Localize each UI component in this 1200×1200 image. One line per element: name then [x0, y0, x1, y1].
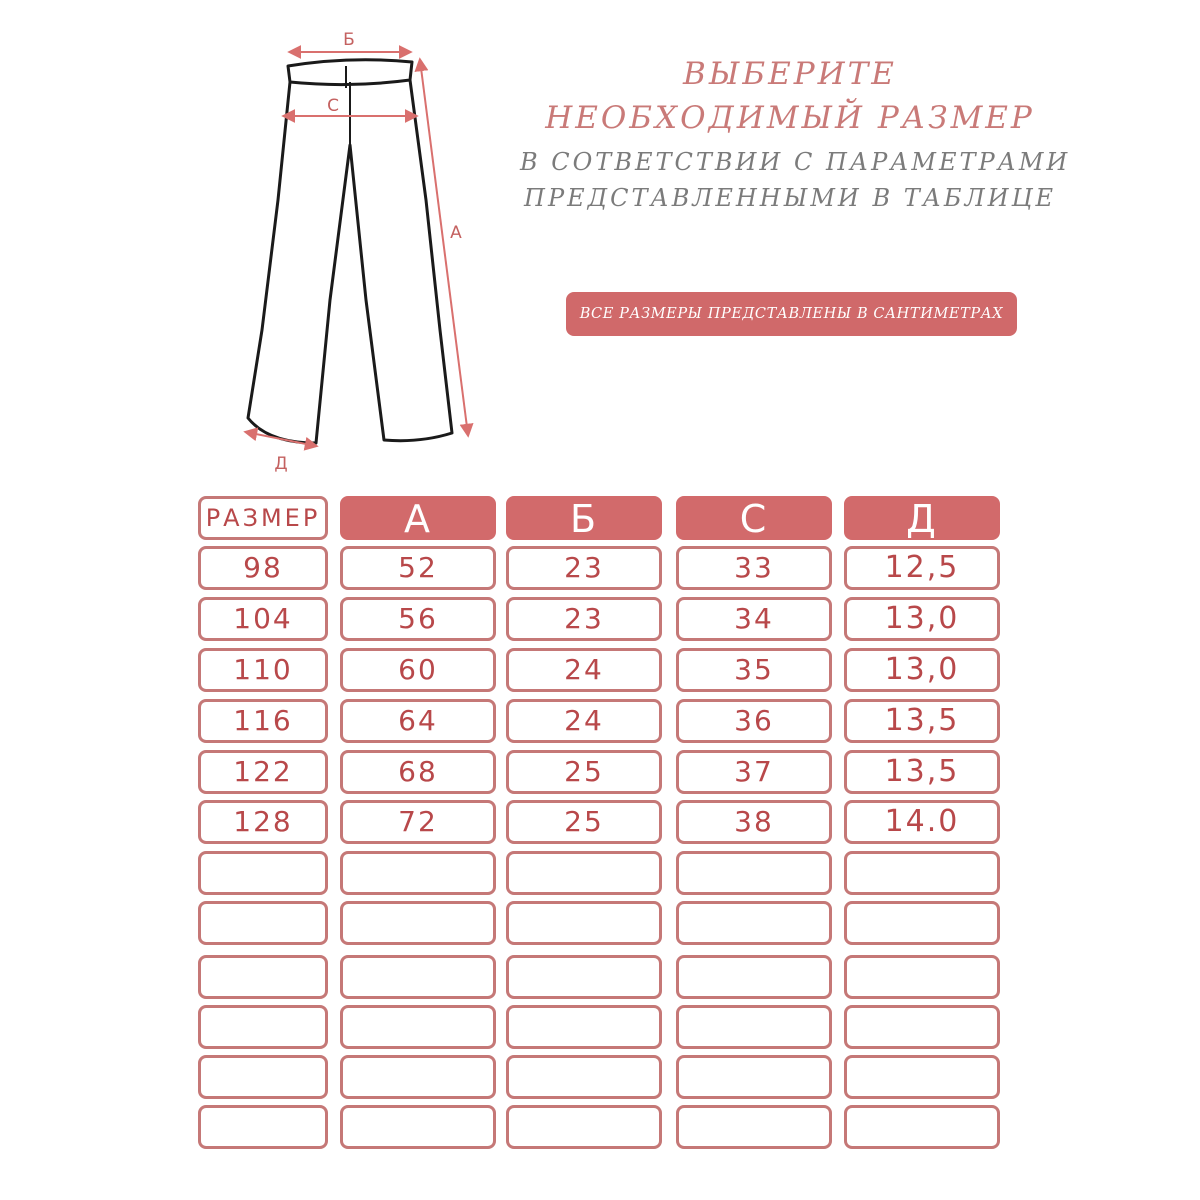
table-cell-size [198, 851, 328, 895]
column-header-c: С [676, 496, 832, 540]
table-cell-b: 25 [506, 750, 662, 794]
table-cell-b [506, 1055, 662, 1099]
column-header-b: Б [506, 496, 662, 540]
table-cell-size [198, 901, 328, 945]
table-cell-d: 13,5 [844, 699, 1000, 743]
table-cell-a [340, 955, 496, 999]
measure-c-label: С [327, 96, 339, 116]
table-cell-size: 122 [198, 750, 328, 794]
table-cell-b: 24 [506, 699, 662, 743]
heading-line-2: НЕОБХОДИМЫЙ РАЗМЕР [545, 100, 1035, 136]
table-cell-size: 104 [198, 597, 328, 641]
table-cell-b [506, 1005, 662, 1049]
table-cell-b: 23 [506, 597, 662, 641]
pants-outline [248, 60, 452, 443]
measure-lines [246, 52, 468, 446]
table-cell-d: 14.0 [844, 800, 1000, 844]
table-cell-a: 72 [340, 800, 496, 844]
table-cell-size: 128 [198, 800, 328, 844]
measure-b-label: Б [343, 30, 355, 50]
table-cell-d [844, 1105, 1000, 1149]
measure-a-label: А [450, 223, 462, 243]
table-cell-d [844, 901, 1000, 945]
table-cell-c: 36 [676, 699, 832, 743]
heading-line-1: ВЫБЕРИТЕ [683, 56, 897, 92]
table-cell-size [198, 1005, 328, 1049]
table-cell-a: 60 [340, 648, 496, 692]
table-cell-c [676, 851, 832, 895]
table-cell-b [506, 851, 662, 895]
table-cell-c [676, 955, 832, 999]
measure-d-line [246, 432, 316, 446]
table-cell-a [340, 1105, 496, 1149]
table-cell-b [506, 1105, 662, 1149]
size-header-cell: РАЗМЕР [198, 496, 328, 540]
table-cell-size: 110 [198, 648, 328, 692]
table-cell-d: 13,0 [844, 648, 1000, 692]
table-cell-a [340, 851, 496, 895]
table-cell-c [676, 901, 832, 945]
table-cell-b [506, 901, 662, 945]
table-cell-size [198, 1105, 328, 1149]
measure-d-label: Д [274, 454, 288, 474]
table-cell-d: 13,5 [844, 750, 1000, 794]
table-cell-a [340, 1055, 496, 1099]
table-cell-b: 23 [506, 546, 662, 590]
table-cell-c: 35 [676, 648, 832, 692]
heading-line-4: ПРЕДСТАВЛЕННЫМИ В ТАБЛИЦЕ [524, 184, 1056, 212]
table-cell-d [844, 955, 1000, 999]
measure-a-line [420, 60, 468, 435]
column-header-a: А [340, 496, 496, 540]
table-cell-c: 34 [676, 597, 832, 641]
units-note-badge: ВСЕ РАЗМЕРЫ ПРЕДСТАВЛЕНЫ В САНТИМЕТРАХ [566, 292, 1017, 336]
table-cell-c: 37 [676, 750, 832, 794]
table-cell-size [198, 1055, 328, 1099]
table-cell-c [676, 1055, 832, 1099]
table-cell-c: 38 [676, 800, 832, 844]
table-cell-c [676, 1105, 832, 1149]
table-cell-a: 68 [340, 750, 496, 794]
table-cell-b: 25 [506, 800, 662, 844]
table-cell-d [844, 1055, 1000, 1099]
table-cell-d [844, 851, 1000, 895]
heading-line-3: В СОТВЕТСТВИИ С ПАРАМЕТРАМИ [520, 148, 1071, 176]
table-cell-a: 56 [340, 597, 496, 641]
table-cell-c: 33 [676, 546, 832, 590]
table-cell-d [844, 1005, 1000, 1049]
column-header-d: Д [844, 496, 1000, 540]
table-cell-d: 12,5 [844, 546, 1000, 590]
table-cell-c [676, 1005, 832, 1049]
table-cell-size: 98 [198, 546, 328, 590]
table-cell-b [506, 955, 662, 999]
table-cell-b: 24 [506, 648, 662, 692]
table-cell-size: 116 [198, 699, 328, 743]
table-cell-a [340, 901, 496, 945]
table-cell-size [198, 955, 328, 999]
table-cell-a [340, 1005, 496, 1049]
table-cell-a: 52 [340, 546, 496, 590]
table-cell-d: 13,0 [844, 597, 1000, 641]
table-cell-a: 64 [340, 699, 496, 743]
